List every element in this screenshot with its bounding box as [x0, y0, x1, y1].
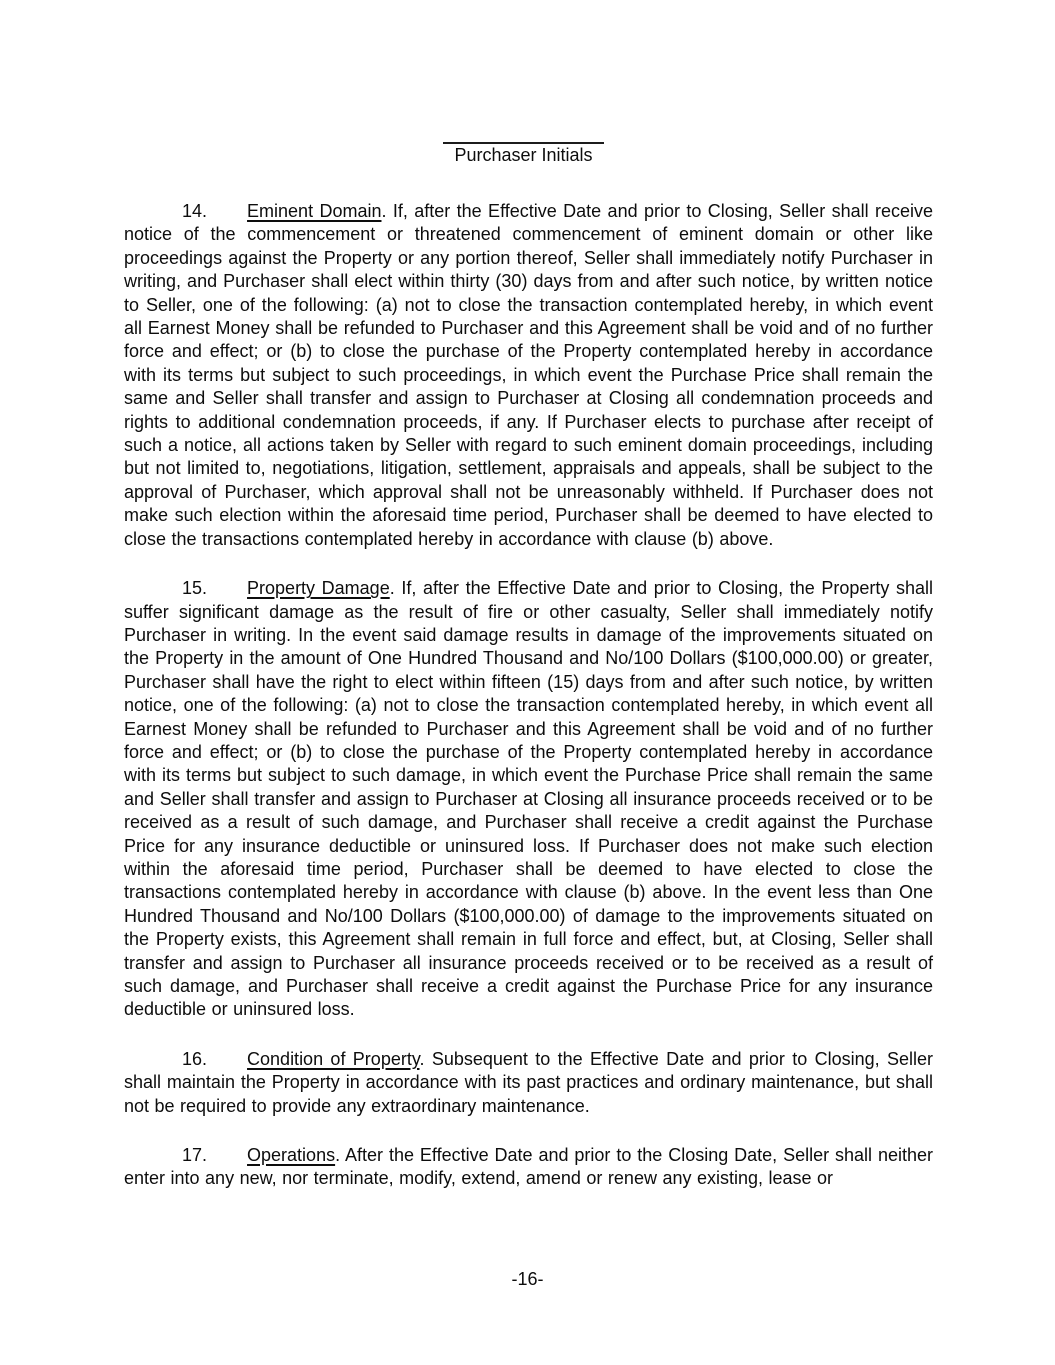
section-14-heading: Eminent Domain	[247, 201, 382, 221]
section-16-body: . Subsequent to the Effective Date and prior to Closing, Seller shall maintain the Property in accordance with its past practices and ordinary maintenance, but shall not be required to provide any extraordinary maintenance.	[124, 1048, 933, 1116]
section-15-heading: Property Damage	[247, 578, 390, 599]
section-14-eminent-domain	[124, 200, 933, 551]
section-17-operations	[124, 1144, 933, 1191]
section-16-condition-of-property	[124, 1048, 933, 1118]
section-14-number: 14.	[182, 201, 208, 221]
section-17-heading: Operations	[247, 1145, 336, 1166]
purchaser-initials-block	[443, 142, 604, 166]
page-number: -16-	[511, 1269, 544, 1289]
section-15-body: . If, after the Effective Date and prior to Closing, the Property shall suffer significant damage as the result of fire or other casualty, Seller shall immediately notify Purchaser in writing. In the event said damage results in damage of the improvements situated on the Property in the amount of One Hundred Thousand and No/100 Dollars ($100,000.00) or greater, Purchaser shall have the right to elect within fifteen (15) days from and after such notice, by written notice, one of the following: (a) not to close the transaction contemplated hereby, in which event all Earnest Money shall be refunded to Purchaser and this Agreement shall be void and of no further force and effect; or (b) to close the purchase of the Property contemplated hereby in accordance with its terms but subject to such damage, in which event the Purchase Price shall remain the same and Seller shall transfer and assign to Purchaser at Closing all insurance proceeds received or to be received as a result of such damage, and Purchaser shall receive a credit against the Purchase Price for any insurance deductible or uninsured loss. If Purchaser does not make such election within the aforesaid time period, Purchaser shall be deemed to have elected to close the transactions contemplated hereby in accordance with clause (b) above. In the event less than One Hundred Thousand and No/100 Dollars ($100,000.00) of damage to the improvements situated on the Property exists, this Agreement shall remain in full force and effect, but, at Closing, Seller shall transfer and assign to Purchaser all insurance proceeds received or to be received as a result of such damage, and Purchaser shall receive a credit against the Purchase Price for any insurance deductible or uninsured loss.	[124, 578, 933, 1020]
section-15-number: 15.	[182, 578, 208, 599]
section-16-heading: Condition of Property	[247, 1048, 420, 1069]
purchaser-initials-label: Purchaser Initials	[454, 145, 593, 165]
section-15-property-damage	[124, 577, 933, 1022]
section-17-body: . After the Effective Date and prior to the Closing Date, Seller shall neither enter into any new, nor terminate, modify, extend, amend or renew any existing, lease or	[124, 1145, 933, 1189]
section-14-body: . If, after the Effective Date and prior to Closing, Seller shall receive notice of the commencement or threatened commencement of eminent domain or other like proceedings against the Property or any portion thereof, Seller shall immediately notify Purchaser in writing, and Purchaser shall elect within thirty (30) days from and after such notice, by written notice to Seller, one of the following: (a) not to close the transaction contemplated hereby, in which event all Earnest Money shall be refunded to Purchaser and this Agreement shall be void and of no further force and effect; or (b) to close the purchase of the Property contemplated hereby in accordance with its terms but subject to such proceedings, in which event the Purchase Price shall remain the same and Seller shall transfer and assign to Purchaser at Closing all condemnation proceeds and rights to additional condemnation proceeds, if any. If Purchaser elects to purchase after receipt of such a notice, all actions taken by Seller with regard to such eminent domain proceedings, including but not limited to, negotiations, litigation, settlement, appraisals and appeals, shall be subject to the approval of Purchaser, which approval shall not be unreasonably withheld. If Purchaser does not make such election within the aforesaid time period, Purchaser shall be deemed to have elected to close the transactions contemplated hereby in accordance with clause (b) above.	[124, 201, 933, 549]
section-16-number: 16.	[182, 1048, 208, 1069]
section-17-number: 17.	[182, 1145, 208, 1166]
